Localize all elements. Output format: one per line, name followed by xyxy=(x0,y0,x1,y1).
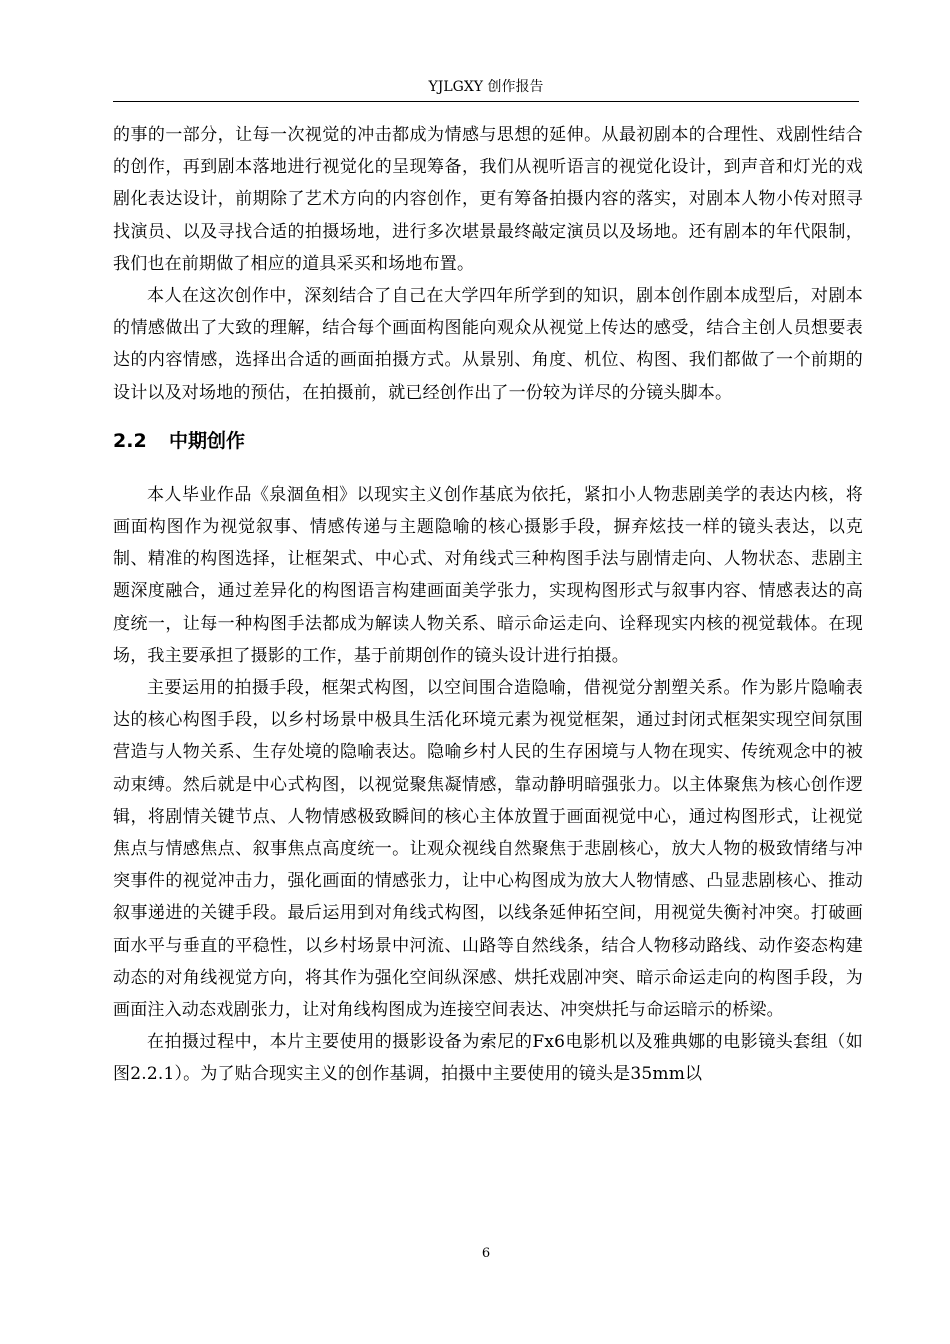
paragraph-equipment: 在拍摄过程中，本片主要使用的摄影设备为索尼的Fx6电影机以及雅典娜的电影镜头套组（如图2.2.1）。为了贴合现实主义的创作基调，拍摄中主要使用的镜头是35mm以 xyxy=(113,1032,863,1085)
paragraph-preproduction-design: 本人在这次创作中，深刻结合了自己在大学四年所学到的知识，剧本创作剧本成型后，对剧本的情感做出了大致的理解，结合每个画面构图能向观众从视觉上传达的感受，结合主创人员想要表达的内容情感，选择出合适的画面拍摄方式。从景别、角度、机位、构图、我们都做了一个前期的设计以及对场地的预估，在拍摄前，就已经创作出了一份较为详尽的分镜头脚本。 xyxy=(113,286,863,403)
header-rule xyxy=(113,101,859,102)
paragraph-work-overview: 本人毕业作品《泉涸鱼相》以现实主义创作基底为依托，紧扣小人物悲剧美学的表达内核，将画面构图作为视觉叙事、情感传递与主题隐喻的核心摄影手段，摒弃炫技一样的镜头表达，以克制、精准的构图选择，让框架式、中心式、对角线式三种构图手法与剧情走向、人物状态、悲剧主题深度融合，通过差异化的构图语言构建画面美学张力，实现构图形式与叙事内容、情感表达的高度统一，让每一种构图手法都成为解读人物关系、暗示命运走向、诠释现实内核的视觉载体。在现场，我主要承担了摄影的工作，基于前期创作的镜头设计进行拍摄。 xyxy=(113,484,863,666)
body-text xyxy=(113,119,863,1091)
running-header: YJLGXY 创作报告 xyxy=(428,79,544,95)
paragraph-continuation: 的事的一部分，让每一次视觉的冲击都成为情感与思想的延伸。从最初剧本的合理性、戏剧性结合的创作，再到剧本落地进行视觉化的呈现筹备，我们从视听语言的视觉化设计，到声音和灯光的戏剧化表达设计，前期除了艺术方向的内容创作，更有筹备拍摄内容的落实，对剧本人物小传对照寻找演员、以及寻找合适的拍摄场地，进行多次堪景最终敲定演员以及场地。还有剧本的年代限制，我们也在前期做了相应的道具采买和场地布置。 xyxy=(113,125,863,274)
section-title: 中期创作 xyxy=(169,429,246,452)
section-heading xyxy=(113,409,863,479)
page-number: 6 xyxy=(481,1246,491,1261)
paragraph-composition-methods: 主要运用的拍摄手段，框架式构图，以空间围合造隐喻，借视觉分割塑关系。作为影片隐喻表达的核心构图手段，以乡村场景中极具生活化环境元素为视觉框架，通过封闭式框架实现空间氛围营造与人物关系、生存处境的隐喻表达。隐喻乡村人民的生存困境与人物在现实、传统观念中的被动束缚。然后就是中心式构图，以视觉聚焦凝情感，靠动静明暗强张力。以主体聚焦为核心创作逻辑，将剧情关键节点、人物情感极致瞬间的核心主体放置于画面视觉中心，通过构图形式，让视觉焦点与情感焦点、叙事焦点高度统一。让观众视线自然聚焦于悲剧核心，放大人物的极致情绪与冲突事件的视觉冲击力，强化画面的情感张力，让中心构图成为放大人物情感、凸显悲剧核心、推动叙事递进的关键手段。最后运用到对角线式构图，以线条延伸拓空间，用视觉失衡衬冲突。打破画面水平与垂直的平稳性，以乡村场景中河流、山路等自然线条，结合人物移动路线、动作姿态构建动态的对角线视觉方向，将其作为强化空间纵深感、烘托戏剧冲突、暗示命运走向的构图手段，为画面注入动态戏剧张力，让对角线构图成为连接空间表达、冲突烘托与命运暗示的桥梁。 xyxy=(113,678,863,1021)
section-number: 2.2 xyxy=(113,429,147,452)
